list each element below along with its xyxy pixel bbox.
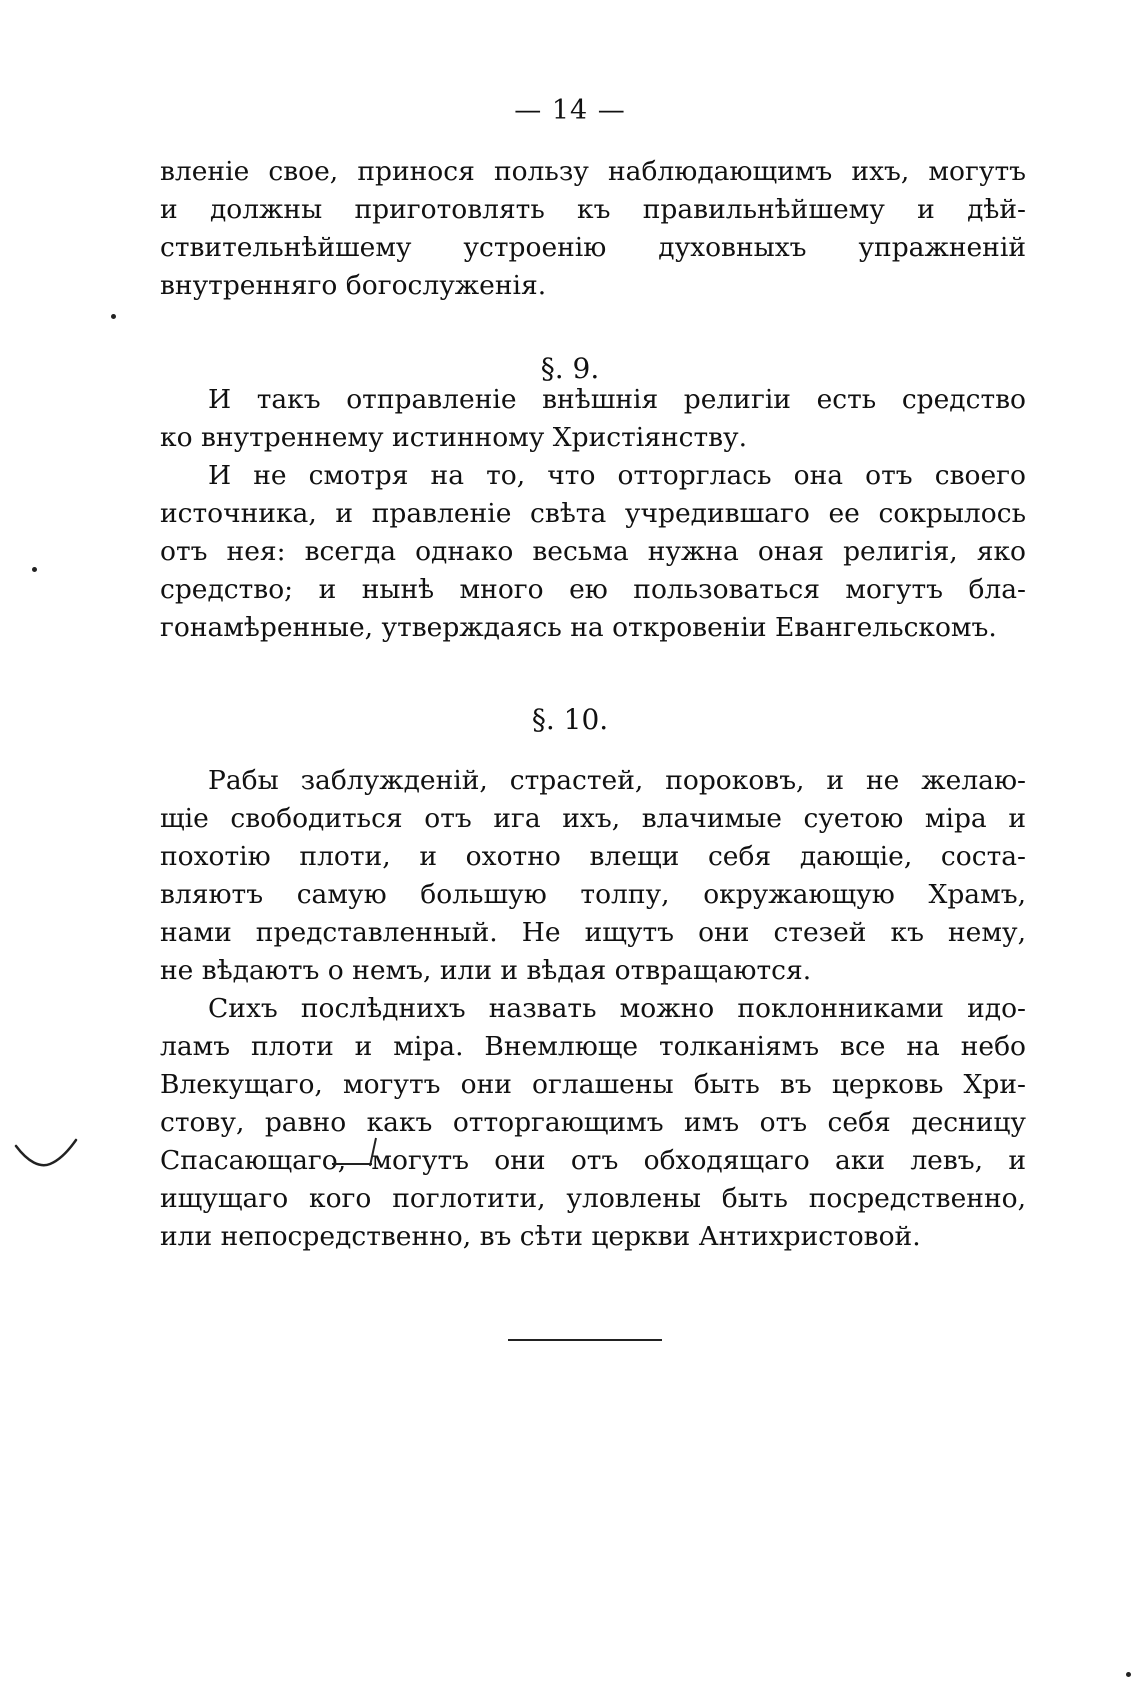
section-10-paragraph-2 (160, 990, 1026, 1256)
text-line: нами представленный. Не ищутъ они стезей къ нему, (160, 917, 1026, 948)
text-line: щіе свободиться отъ ига ихъ, влачимые суетою міра и (160, 803, 1026, 834)
text-line: стову, равно какъ отторгающимъ имъ отъ себя десницу (160, 1107, 1026, 1138)
text-line: вляютъ самую большую толпу, окружающую Храмъ, (160, 879, 1026, 910)
text-line: внутренняго богослуженія. (160, 270, 547, 301)
closing-rule (508, 1339, 662, 1341)
stray-dot (111, 314, 116, 319)
text-line: Рабы заблужденій, страстей, пороковъ, и не желаю- (208, 765, 1026, 796)
section-9-paragraph-2 (160, 457, 1026, 647)
text-line: И не смотря на то, что отторглась она отъ своего (208, 460, 1026, 491)
section-10-paragraph-1 (160, 762, 1026, 990)
continuation-paragraph (160, 153, 1026, 305)
text-line: И такъ отправленіе внѣшнія религіи есть средство (208, 384, 1026, 415)
section-10-heading: §. 10. (531, 703, 609, 736)
stray-dot (1126, 1672, 1131, 1677)
text-line: ламъ плоти и міра. Внемлюще толканіямъ все на небо (160, 1031, 1026, 1062)
text-line: Влекущаго, могутъ они оглашены быть въ церковь Хри- (160, 1069, 1026, 1100)
text-line: источника, и правленіе свѣта учредившаго ее сокрылось (160, 498, 1026, 529)
text-line: гонамѣренные, утверждаясь на откровеніи Евангельскомъ. (160, 612, 997, 643)
margin-check-mark-icon (14, 1138, 78, 1172)
text-line: средство; и нынѣ много ею пользоваться могутъ бла- (160, 574, 1026, 605)
text-line: ищущаго кого поглотити, уловлены быть посредственно, (160, 1183, 1026, 1214)
stray-dot (32, 567, 37, 572)
text-line: Спасающаго, могутъ они отъ обходящаго аки левъ, и (160, 1145, 1026, 1176)
text-line: ко внутреннему истинному Христіянству. (160, 422, 748, 453)
section-9-paragraph-1 (160, 381, 1026, 457)
text-line: Сихъ послѣднихъ назвать можно поклонниками идо- (208, 993, 1026, 1024)
section-9-heading: §. 9. (540, 352, 600, 385)
text-line: и должны приготовлять къ правильнѣйшему и дѣй- (160, 194, 1026, 225)
page-number: — 14 — (514, 95, 626, 126)
text-line: не вѣдаютъ о немъ, или и вѣдая отвращаются. (160, 955, 812, 986)
text-line: отъ нея: всегда однако весьма нужна оная религія, яко (160, 536, 1026, 567)
text-line: похотію плоти, и охотно влещи себя дающіе, соста- (160, 841, 1026, 872)
text-line: вленіе свое, принося пользу наблюдающимъ ихъ, могутъ (160, 156, 1026, 187)
handwritten-mark (332, 1134, 380, 1170)
text-line: или непосредственно, въ сѣти церкви Антихристовой. (160, 1221, 921, 1252)
text-line: ствительнѣйшему устроенію духовныхъ упражненій (160, 232, 1026, 263)
